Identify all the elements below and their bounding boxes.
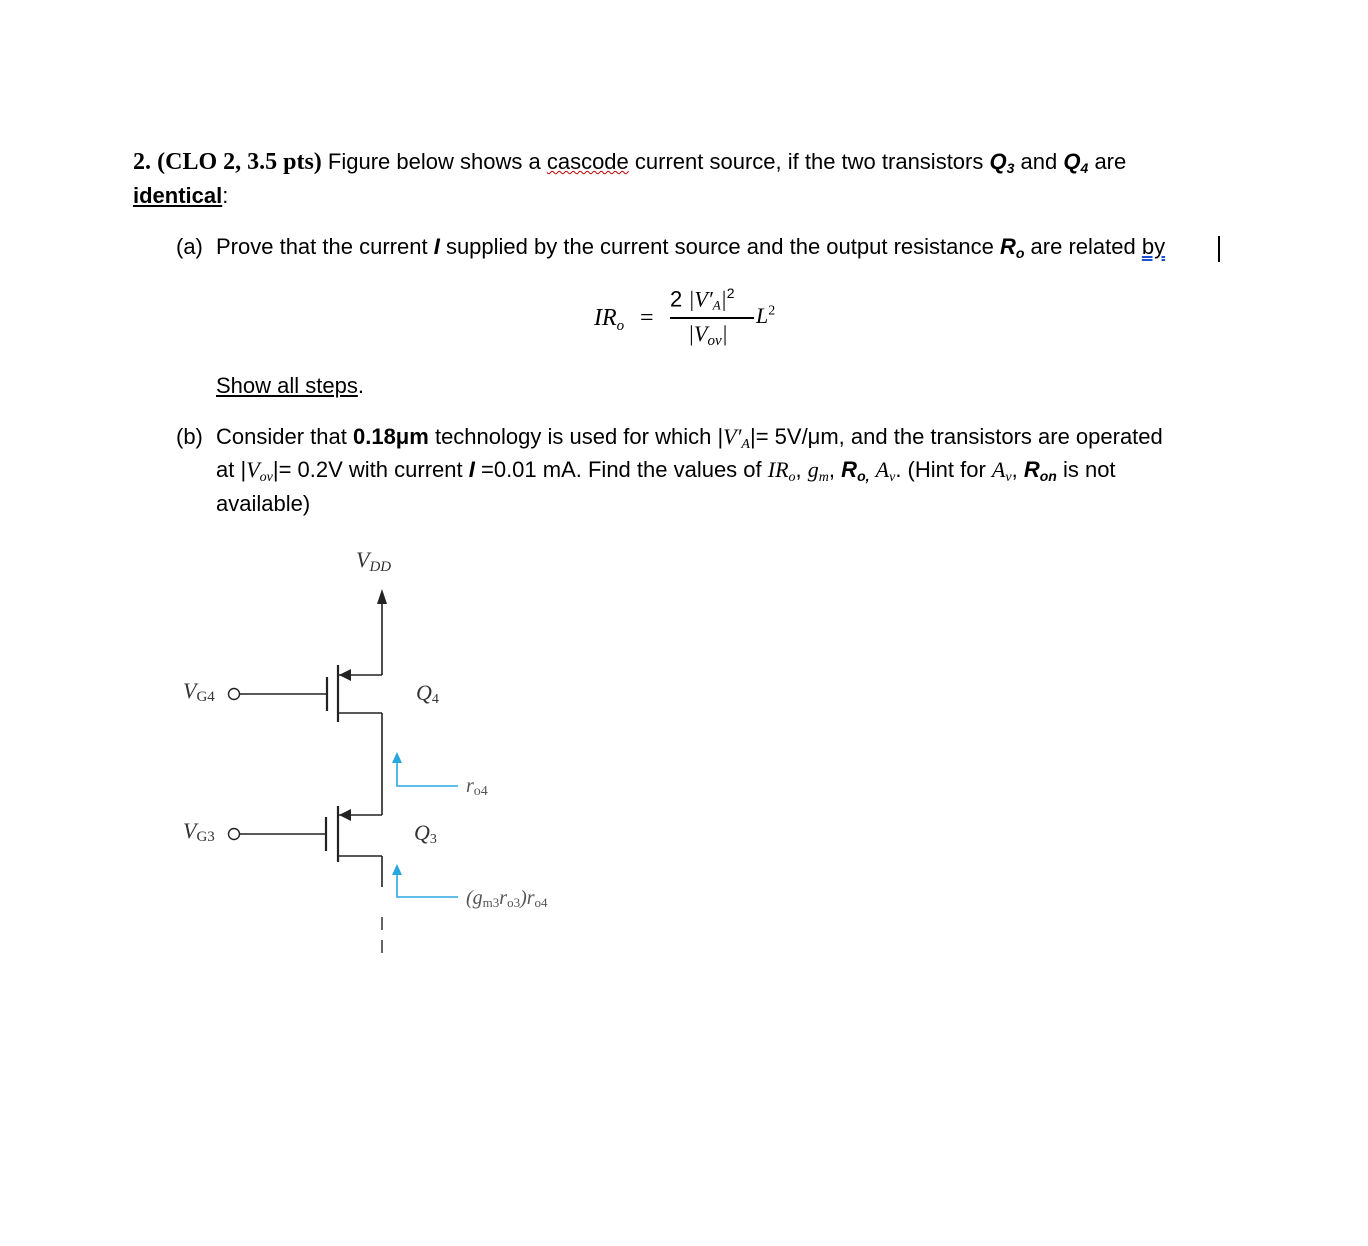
q3-label: Q3: [414, 820, 437, 847]
part-a-label: (a): [176, 234, 203, 259]
formula-denominator: $|V_{ov}|$: [688, 321, 728, 349]
intro-text-1: Figure below shows a: [327, 149, 541, 174]
q3-symbol: $Q_3$: [989, 149, 1015, 176]
rout-indicator: [397, 872, 458, 897]
part-b-line1: Consider that 0.18μm technology is used for which $|V'_A|= 5V/\mu m$, and the transistors are operated: [216, 424, 1163, 452]
current-I-symbol: I: [433, 234, 440, 259]
formula-L: $L^2$: [756, 303, 776, 328]
q4-label: Q4: [416, 680, 439, 707]
colon: :: [222, 183, 229, 208]
q3-source-arrow: [339, 809, 351, 821]
formula-numerator: 2 $|V'_A|^2$: [670, 285, 735, 313]
vdd-label: VDD: [356, 547, 392, 575]
formula-lhs: $IR_o$: [594, 305, 625, 334]
part-b-line2: at $|V_{ov}|= 0.2V$ with current I =0.01 mA. Find the values of $IR_o$, $g_m$, $R_{o,}$ $A_v$. (Hint for $A_v$, $R_{on}$ is not: [216, 457, 1116, 485]
keyword-cascode: cascode: [546, 149, 629, 174]
vg4-label: VG4: [183, 678, 215, 705]
formula-equals: =: [640, 305, 654, 331]
are-text: are: [1094, 149, 1127, 174]
show-steps: Show all steps.: [216, 373, 364, 398]
q4-symbol: $Q_4$: [1063, 149, 1089, 176]
part-a-text: Prove that the current I supplied by the current source and the output resistance $R_o$ are related by: [216, 234, 1166, 261]
and-text: and: [1020, 149, 1058, 174]
ro4-indicator: [397, 760, 458, 786]
vg3-label: VG3: [183, 818, 215, 845]
ro4-label: ro4: [466, 775, 488, 799]
vg3-terminal: [229, 829, 240, 840]
identical-word: identical: [133, 183, 223, 208]
rout-arrowhead: [392, 864, 402, 875]
by-word: by: [1141, 234, 1166, 259]
vg4-terminal: [229, 689, 240, 700]
q4-source-arrow: [339, 669, 351, 681]
vdd-arrowhead: [377, 589, 387, 604]
part-b-line3: available): [216, 491, 311, 516]
question-tag: (CLO 2, 3.5 pts): [157, 149, 322, 175]
ro4-arrowhead: [392, 752, 402, 763]
intro-text-2: current source, if the two transistors: [634, 149, 984, 174]
tech-node: 0.18μm: [352, 424, 429, 449]
ro-symbol: $R_o$: [999, 234, 1025, 261]
part-b-label: (b): [176, 424, 203, 449]
rout-label: (gm3ro3)ro4: [466, 887, 548, 910]
question-number: 2.: [133, 149, 151, 175]
